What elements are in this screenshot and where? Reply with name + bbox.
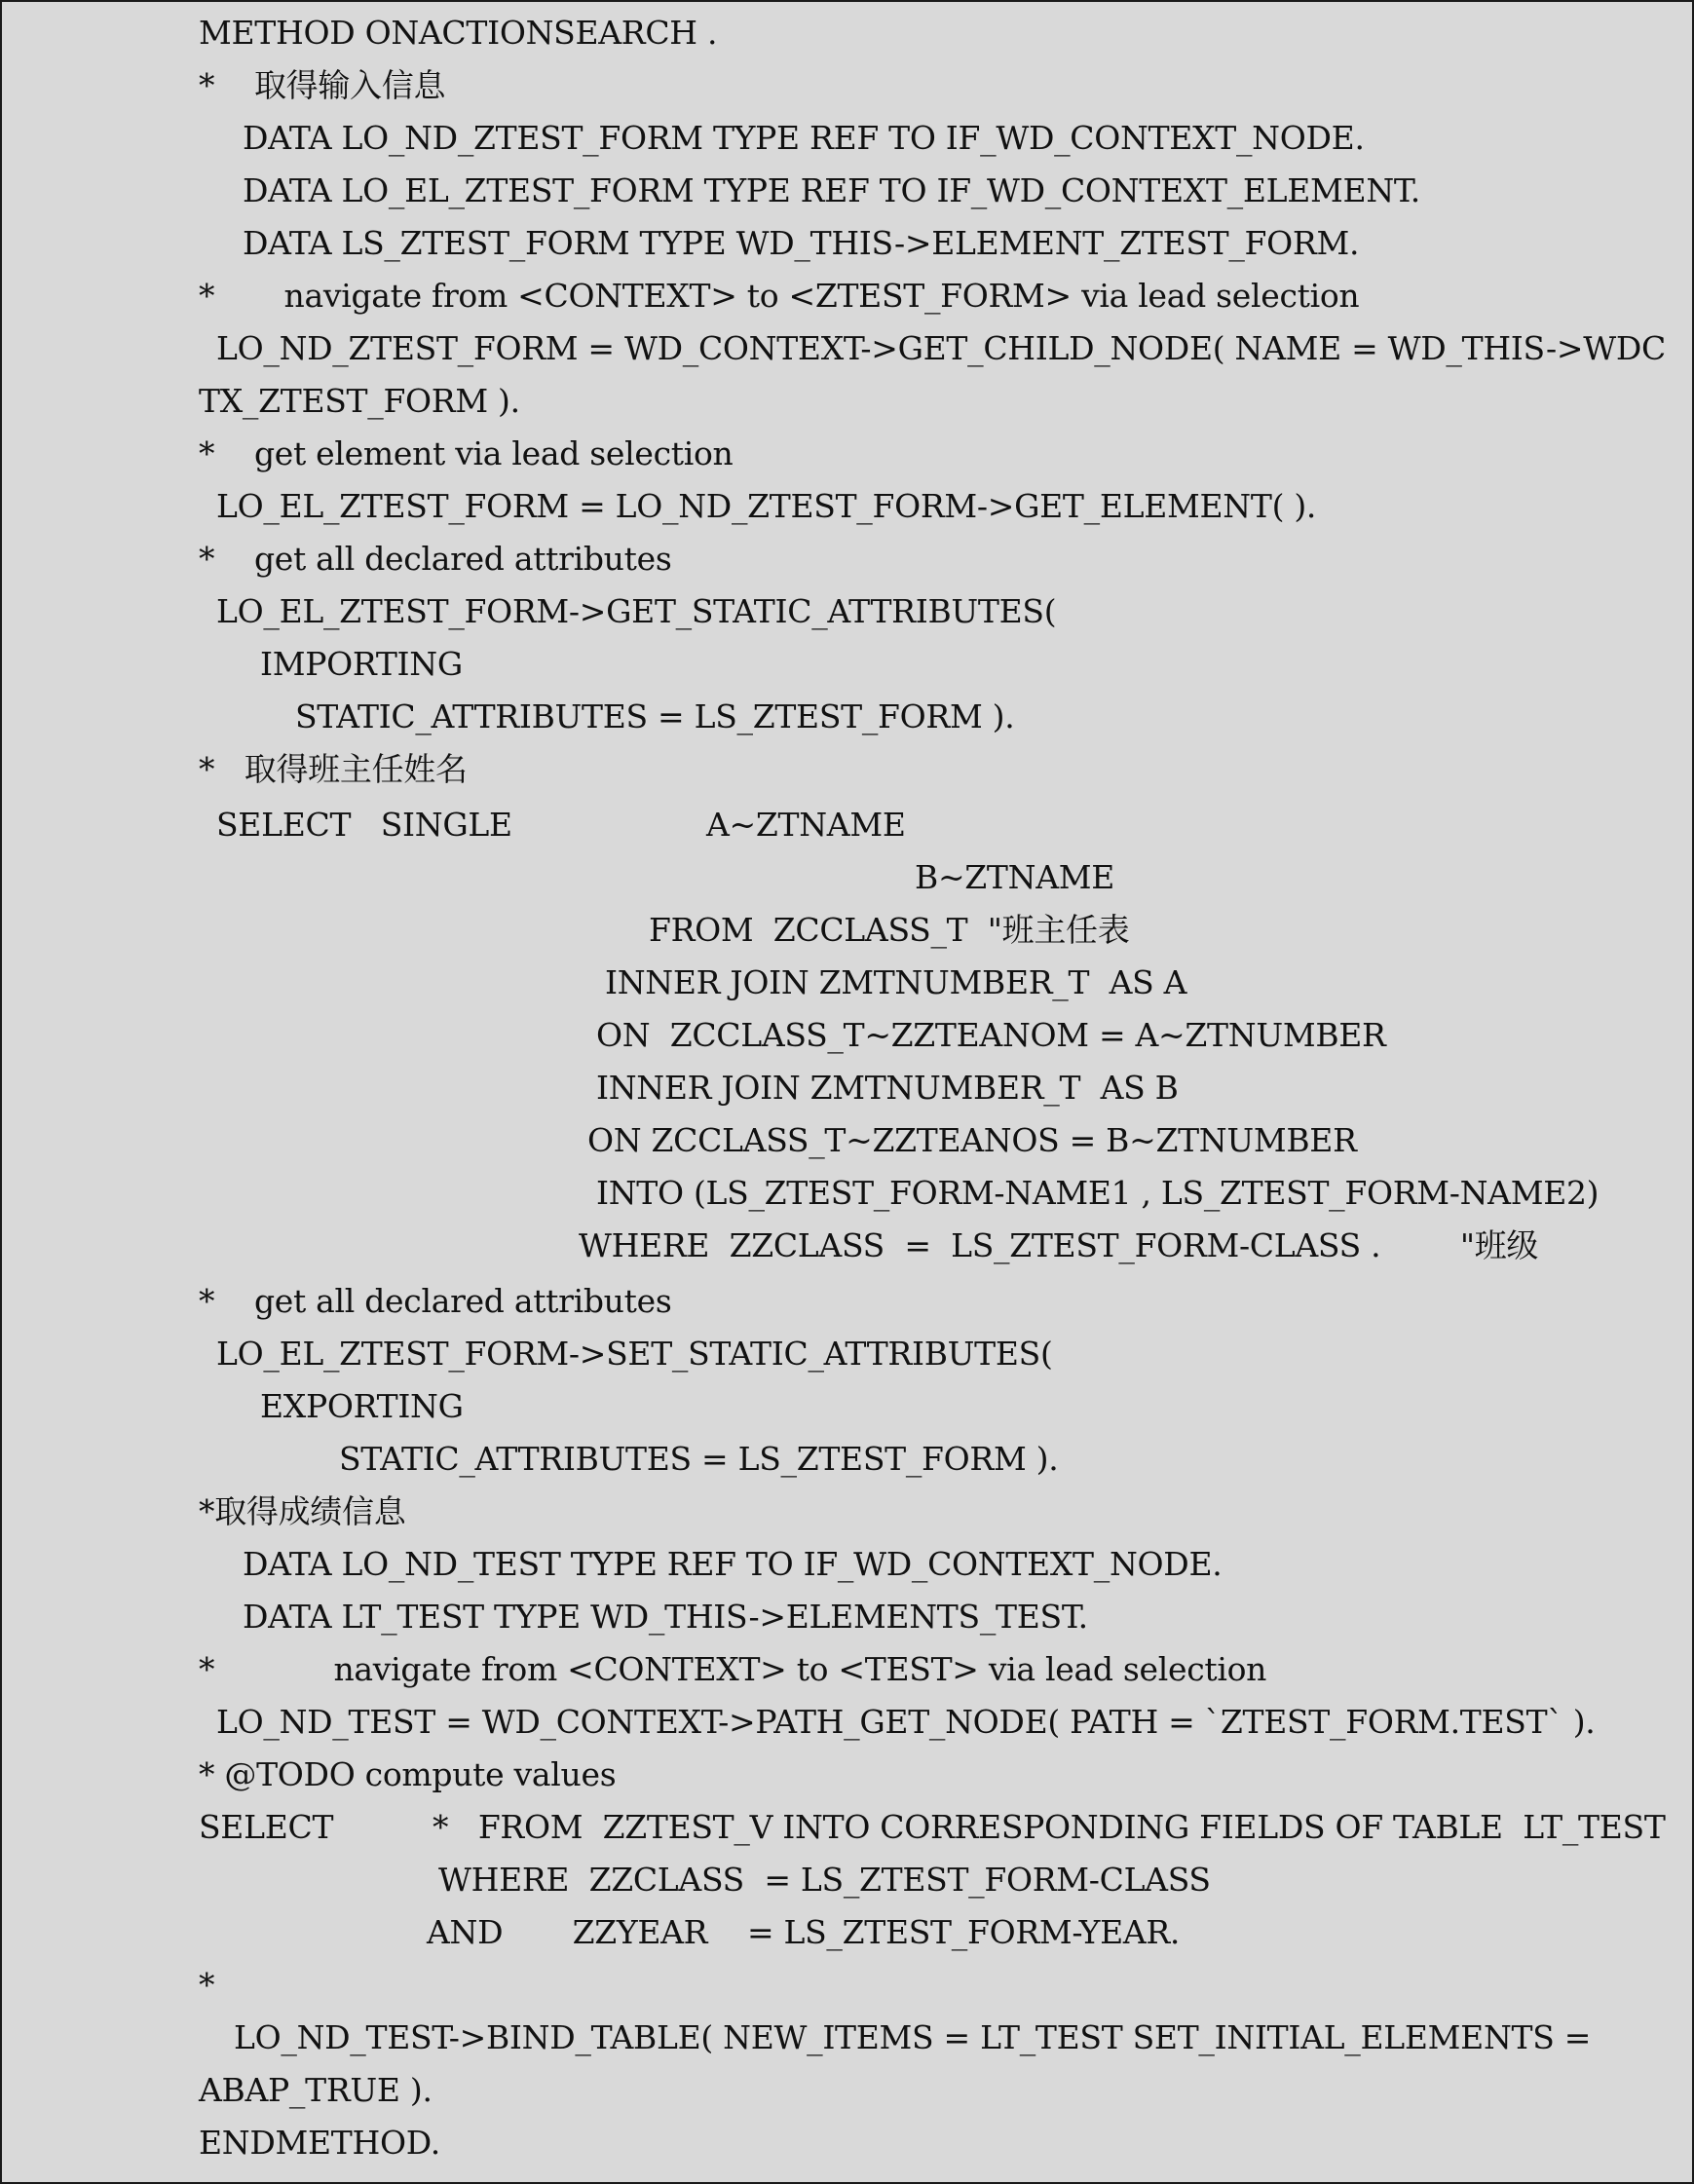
code-line: WHERE ZZCLASS = LS_ZTEST_FORM-CLASS <box>438 1861 1211 1899</box>
code-line: LO_EL_ZTEST_FORM->GET_STATIC_ATTRIBUTES( <box>216 592 1057 630</box>
code-line: DATA LS_ZTEST_FORM TYPE WD_THIS->ELEMENT_ZTEST_FORM. <box>243 224 1360 262</box>
code-line: * <box>199 1966 215 2004</box>
code-line: * @TODO compute values <box>199 1755 617 1793</box>
code-line: DATA LO_ND_ZTEST_FORM TYPE REF TO IF_WD_CONTEXT_NODE. <box>243 119 1365 157</box>
code-line: INTO (LS_ZTEST_FORM-NAME1 , LS_ZTEST_FORM-NAME2) <box>596 1174 1600 1212</box>
code-line: * get element via lead selection <box>199 434 734 472</box>
code-line: *取得成绩信息 <box>199 1492 406 1530</box>
code-line: STATIC_ATTRIBUTES = LS_ZTEST_FORM ). <box>295 697 1015 735</box>
code-line: DATA LO_ND_TEST TYPE REF TO IF_WD_CONTEXT_NODE. <box>243 1545 1223 1583</box>
code-line: LO_ND_ZTEST_FORM = WD_CONTEXT->GET_CHILD_NODE( NAME = WD_THIS->WDC <box>216 329 1666 367</box>
code-line: LO_ND_TEST->BIND_TABLE( NEW_ITEMS = LT_TEST SET_INITIAL_ELEMENTS = <box>234 2018 1592 2056</box>
code-line: * navigate from <CONTEXT> to <ZTEST_FORM> via lead selection <box>199 277 1360 315</box>
code-line: * navigate from <CONTEXT> to <TEST> via lead selection <box>199 1650 1267 1688</box>
code-line: EXPORTING <box>260 1387 464 1425</box>
code-line: * 取得班主任姓名 <box>199 750 468 788</box>
code-line: INNER JOIN ZMTNUMBER_T AS B <box>596 1069 1179 1107</box>
code-line: ON ZCCLASS_T~ZZTEANOM = A~ZTNUMBER <box>596 1016 1386 1054</box>
code-line: WHERE ZZCLASS = LS_ZTEST_FORM-CLASS . "班级 <box>579 1226 1539 1264</box>
code-line: TX_ZTEST_FORM ). <box>199 382 520 420</box>
code-line: * 取得输入信息 <box>199 66 446 104</box>
code-line: ENDMETHOD. <box>199 2124 440 2162</box>
code-line: SELECT SINGLE <box>216 806 512 844</box>
code-line: DATA LO_EL_ZTEST_FORM TYPE REF TO IF_WD_CONTEXT_ELEMENT. <box>243 171 1420 209</box>
code-line: AND ZZYEAR = LS_ZTEST_FORM-YEAR. <box>427 1913 1181 1951</box>
code-line: DATA LT_TEST TYPE WD_THIS->ELEMENTS_TEST. <box>243 1598 1088 1636</box>
code-line: FROM ZCCLASS_T "班主任表 <box>649 911 1130 949</box>
code-line: LO_EL_ZTEST_FORM->SET_STATIC_ATTRIBUTES( <box>216 1335 1053 1373</box>
code-line: A~ZTNAME <box>706 806 906 844</box>
code-line: LO_ND_TEST = WD_CONTEXT->PATH_GET_NODE( PATH = `ZTEST_FORM.TEST` ). <box>216 1703 1596 1741</box>
code-line: IMPORTING <box>260 645 463 683</box>
code-line: LO_EL_ZTEST_FORM = LO_ND_ZTEST_FORM->GET_ELEMENT( ). <box>216 487 1317 525</box>
code-line: METHOD ONACTIONSEARCH . <box>199 14 718 52</box>
code-line: STATIC_ATTRIBUTES = LS_ZTEST_FORM ). <box>339 1440 1059 1478</box>
code-line: ON ZCCLASS_T~ZZTEANOS = B~ZTNUMBER <box>587 1121 1357 1159</box>
code-line: ABAP_TRUE ). <box>199 2071 433 2109</box>
code-line: * get all declared attributes <box>199 540 672 578</box>
code-line: * get all declared attributes <box>199 1282 672 1320</box>
code-line: B~ZTNAME <box>915 858 1115 896</box>
code-line: SELECT * FROM ZZTEST_V INTO CORRESPONDING FIELDS OF TABLE LT_TEST <box>199 1808 1666 1846</box>
code-line: INNER JOIN ZMTNUMBER_T AS A <box>605 963 1187 1001</box>
